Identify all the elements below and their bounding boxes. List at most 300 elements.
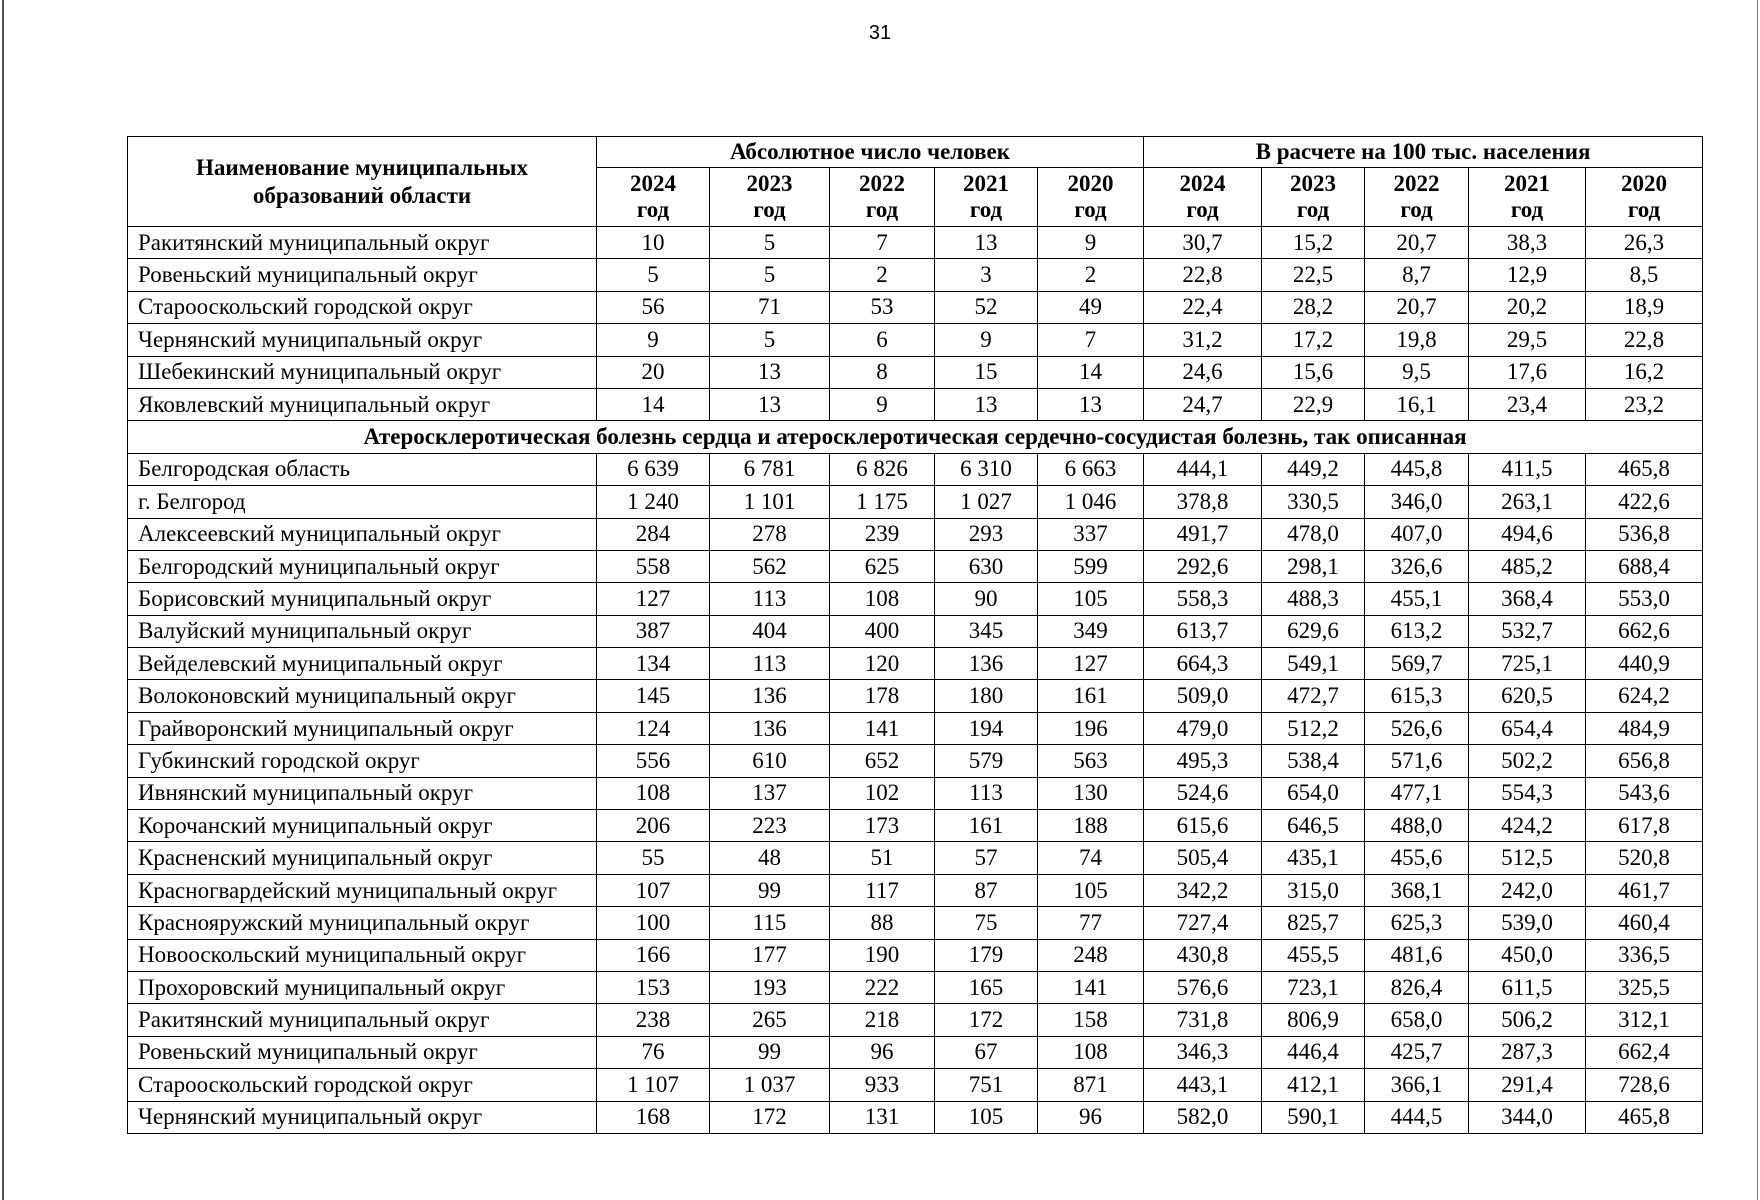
value-cell: 411,5: [1469, 453, 1586, 485]
value-cell: 6 663: [1038, 453, 1144, 485]
value-cell: 23,4: [1469, 388, 1586, 420]
value-cell: 13: [935, 388, 1038, 420]
value-cell: 6 310: [935, 453, 1038, 485]
value-cell: 9: [830, 388, 935, 420]
year-value: 2020: [1621, 171, 1667, 196]
value-cell: 443,1: [1144, 1069, 1262, 1101]
value-cell: 344,0: [1469, 1101, 1586, 1133]
value-cell: 161: [1038, 680, 1144, 712]
value-cell: 107: [597, 874, 710, 906]
value-cell: 412,1: [1262, 1069, 1365, 1101]
value-cell: 613,7: [1144, 615, 1262, 647]
value-cell: 108: [1038, 1036, 1144, 1068]
value-cell: 620,5: [1469, 680, 1586, 712]
value-cell: 806,9: [1262, 1004, 1365, 1036]
value-cell: 465,8: [1586, 1101, 1703, 1133]
year-unit: год: [1400, 197, 1433, 222]
value-cell: 22,8: [1586, 324, 1703, 356]
row-name-cell: Алексеевский муниципальный округ: [128, 518, 597, 550]
value-cell: 723,1: [1262, 971, 1365, 1003]
value-cell: 13: [710, 388, 830, 420]
value-cell: 460,4: [1586, 907, 1703, 939]
value-cell: 562: [710, 550, 830, 582]
value-cell: 76: [597, 1036, 710, 1068]
value-cell: 455,1: [1365, 583, 1469, 615]
value-cell: 178: [830, 680, 935, 712]
value-cell: 158: [1038, 1004, 1144, 1036]
value-cell: 366,1: [1365, 1069, 1469, 1101]
row-name-cell: Шебекинский муниципальный округ: [128, 356, 597, 388]
table-row: [128, 971, 1703, 1003]
value-cell: 312,1: [1586, 1004, 1703, 1036]
value-cell: 141: [1038, 971, 1144, 1003]
value-cell: 751: [935, 1069, 1038, 1101]
value-cell: 617,8: [1586, 810, 1703, 842]
value-cell: 193: [710, 971, 830, 1003]
row-name-cell: Краснояружский муниципальный округ: [128, 907, 597, 939]
value-cell: 3: [935, 259, 1038, 291]
value-cell: 166: [597, 939, 710, 971]
year-unit: год: [969, 197, 1003, 222]
year-header: [597, 168, 710, 227]
value-cell: 400: [830, 615, 935, 647]
column-group-absolute: Абсолютное число человек: [597, 137, 1144, 168]
year-unit: год: [1510, 197, 1544, 222]
value-cell: 292,6: [1144, 550, 1262, 582]
table-row: [128, 324, 1703, 356]
value-cell: 576,6: [1144, 971, 1262, 1003]
value-cell: 96: [1038, 1101, 1144, 1133]
value-cell: 24,6: [1144, 356, 1262, 388]
value-cell: 346,3: [1144, 1036, 1262, 1068]
value-cell: 556: [597, 745, 710, 777]
value-cell: 8,5: [1586, 259, 1703, 291]
value-cell: 536,8: [1586, 518, 1703, 550]
table-row: [128, 842, 1703, 874]
value-cell: 485,2: [1469, 550, 1586, 582]
value-cell: 10: [597, 227, 710, 259]
value-cell: 461,7: [1586, 874, 1703, 906]
row-name-cell: Борисовский муниципальный округ: [128, 583, 597, 615]
table-row: [128, 1004, 1703, 1036]
value-cell: 90: [935, 583, 1038, 615]
value-cell: 77: [1038, 907, 1144, 939]
value-cell: 6 826: [830, 453, 935, 485]
value-cell: 407,0: [1365, 518, 1469, 550]
value-cell: 8: [830, 356, 935, 388]
value-cell: 539,0: [1469, 907, 1586, 939]
value-cell: 563: [1038, 745, 1144, 777]
value-cell: 136: [710, 712, 830, 744]
row-name-cell: Новооскольский муниципальный округ: [128, 939, 597, 971]
value-cell: 5: [597, 259, 710, 291]
value-cell: 71: [710, 291, 830, 323]
value-cell: 579: [935, 745, 1038, 777]
value-cell: 55: [597, 842, 710, 874]
row-name-cell: Ракитянский муниципальный округ: [128, 227, 597, 259]
page-number: 31: [868, 22, 892, 44]
value-cell: 74: [1038, 842, 1144, 874]
value-cell: 242,0: [1469, 874, 1586, 906]
value-cell: 553,0: [1586, 583, 1703, 615]
value-cell: 153: [597, 971, 710, 1003]
value-cell: 624,2: [1586, 680, 1703, 712]
row-name-cell: Валуйский муниципальный округ: [128, 615, 597, 647]
value-cell: 108: [830, 583, 935, 615]
value-cell: 14: [1038, 356, 1144, 388]
value-cell: 113: [935, 777, 1038, 809]
value-cell: 14: [597, 388, 710, 420]
year-header: [1586, 168, 1703, 227]
value-cell: 141: [830, 712, 935, 744]
value-cell: 526,6: [1365, 712, 1469, 744]
value-cell: 590,1: [1262, 1101, 1365, 1133]
value-cell: 117: [830, 874, 935, 906]
value-cell: 654,4: [1469, 712, 1586, 744]
column-group-rate: В расчете на 100 тыс. населения: [1144, 137, 1703, 168]
value-cell: 7: [830, 227, 935, 259]
value-cell: 16,1: [1365, 388, 1469, 420]
value-cell: 455,6: [1365, 842, 1469, 874]
value-cell: 599: [1038, 550, 1144, 582]
value-cell: 2: [1038, 259, 1144, 291]
value-cell: 662,6: [1586, 615, 1703, 647]
value-cell: 105: [1038, 874, 1144, 906]
row-name-cell: Губкинский городской округ: [128, 745, 597, 777]
value-cell: 488,3: [1262, 583, 1365, 615]
table-row: [128, 939, 1703, 971]
value-cell: 424,2: [1469, 810, 1586, 842]
value-cell: 23,2: [1586, 388, 1703, 420]
value-cell: 615,3: [1365, 680, 1469, 712]
value-cell: 130: [1038, 777, 1144, 809]
value-cell: 20,2: [1469, 291, 1586, 323]
table-row: [128, 583, 1703, 615]
value-cell: 325,5: [1586, 971, 1703, 1003]
value-cell: 99: [710, 1036, 830, 1068]
year-unit: год: [1186, 197, 1219, 222]
value-cell: 120: [830, 648, 935, 680]
value-cell: 115: [710, 907, 830, 939]
value-cell: 728,6: [1586, 1069, 1703, 1101]
value-cell: 96: [830, 1036, 935, 1068]
value-cell: 137: [710, 777, 830, 809]
row-name-cell: Корочанский муниципальный округ: [128, 810, 597, 842]
value-cell: 494,6: [1469, 518, 1586, 550]
value-cell: 342,2: [1144, 874, 1262, 906]
row-name-cell: Волоконовский муниципальный округ: [128, 680, 597, 712]
table-row: [128, 550, 1703, 582]
value-cell: 1 027: [935, 486, 1038, 518]
value-cell: 57: [935, 842, 1038, 874]
value-cell: 444,5: [1365, 1101, 1469, 1133]
value-cell: 278: [710, 518, 830, 550]
column-header-name: Наименование муниципальных образований области: [128, 137, 597, 227]
row-name-cell: Старооскольский городской округ: [128, 1069, 597, 1101]
value-cell: 22,5: [1262, 259, 1365, 291]
value-cell: 136: [710, 680, 830, 712]
value-cell: 1 037: [710, 1069, 830, 1101]
value-cell: 29,5: [1469, 324, 1586, 356]
value-cell: 349: [1038, 615, 1144, 647]
value-cell: 1 175: [830, 486, 935, 518]
value-cell: 298,1: [1262, 550, 1365, 582]
value-cell: 422,6: [1586, 486, 1703, 518]
value-cell: 26,3: [1586, 227, 1703, 259]
value-cell: 20: [597, 356, 710, 388]
value-cell: 13: [935, 227, 1038, 259]
table-row: [128, 712, 1703, 744]
table-row: [128, 615, 1703, 647]
value-cell: 615,6: [1144, 810, 1262, 842]
value-cell: 222: [830, 971, 935, 1003]
year-header: [710, 168, 830, 227]
value-cell: 629,6: [1262, 615, 1365, 647]
year-header: [1038, 168, 1144, 227]
value-cell: 238: [597, 1004, 710, 1036]
value-cell: 662,4: [1586, 1036, 1703, 1068]
value-cell: 378,8: [1144, 486, 1262, 518]
value-cell: 56: [597, 291, 710, 323]
section-row: [128, 421, 1703, 453]
value-cell: 13: [1038, 388, 1144, 420]
value-cell: 933: [830, 1069, 935, 1101]
value-cell: 6: [830, 324, 935, 356]
year-unit: год: [865, 197, 899, 222]
value-cell: 368,1: [1365, 874, 1469, 906]
value-cell: 190: [830, 939, 935, 971]
value-cell: 625,3: [1365, 907, 1469, 939]
value-cell: 825,7: [1262, 907, 1365, 939]
value-cell: 31,2: [1144, 324, 1262, 356]
year-header: [1365, 168, 1469, 227]
value-cell: 315,0: [1262, 874, 1365, 906]
value-cell: 524,6: [1144, 777, 1262, 809]
value-cell: 188: [1038, 810, 1144, 842]
value-cell: 727,4: [1144, 907, 1262, 939]
value-cell: 134: [597, 648, 710, 680]
table-row: [128, 1069, 1703, 1101]
value-cell: 569,7: [1365, 648, 1469, 680]
value-cell: 658,0: [1365, 1004, 1469, 1036]
value-cell: 582,0: [1144, 1101, 1262, 1133]
table-row: [128, 1101, 1703, 1133]
value-cell: 75: [935, 907, 1038, 939]
value-cell: 512,2: [1262, 712, 1365, 744]
value-cell: 53: [830, 291, 935, 323]
value-cell: 445,8: [1365, 453, 1469, 485]
year-value: 2022: [859, 171, 905, 196]
value-cell: 291,4: [1469, 1069, 1586, 1101]
row-name-cell: Ровеньский муниципальный округ: [128, 259, 597, 291]
value-cell: 5: [710, 227, 830, 259]
value-cell: 656,8: [1586, 745, 1703, 777]
value-cell: 9: [597, 324, 710, 356]
year-value: 2020: [1067, 171, 1114, 196]
value-cell: 87: [935, 874, 1038, 906]
value-cell: 330,5: [1262, 486, 1365, 518]
value-cell: 509,0: [1144, 680, 1262, 712]
value-cell: 1 107: [597, 1069, 710, 1101]
year-unit: год: [1627, 197, 1661, 222]
year-header: [1262, 168, 1365, 227]
value-cell: 449,2: [1262, 453, 1365, 485]
value-cell: 17,6: [1469, 356, 1586, 388]
value-cell: 105: [935, 1101, 1038, 1133]
value-cell: 538,4: [1262, 745, 1365, 777]
value-cell: 113: [710, 583, 830, 615]
value-cell: 610: [710, 745, 830, 777]
value-cell: 9: [1038, 227, 1144, 259]
value-cell: 51: [830, 842, 935, 874]
year-header: [935, 168, 1038, 227]
value-cell: 165: [935, 971, 1038, 1003]
value-cell: 102: [830, 777, 935, 809]
value-cell: 630: [935, 550, 1038, 582]
value-cell: 239: [830, 518, 935, 550]
table-row: [128, 874, 1703, 906]
value-cell: 491,7: [1144, 518, 1262, 550]
value-cell: 30,7: [1144, 227, 1262, 259]
section-title: Атеросклеротическая болезнь сердца и атеросклеротическая сердечно-сосудистая болезнь, так описанная: [128, 421, 1703, 453]
row-name-cell: г. Белгород: [128, 486, 597, 518]
value-cell: 336,5: [1586, 939, 1703, 971]
year-unit: год: [1296, 197, 1330, 222]
value-cell: 725,1: [1469, 648, 1586, 680]
value-cell: 206: [597, 810, 710, 842]
section-block: [128, 421, 1703, 453]
value-cell: 48: [710, 842, 830, 874]
value-cell: 654,0: [1262, 777, 1365, 809]
row-name-cell: Вейделевский муниципальный округ: [128, 648, 597, 680]
value-cell: 287,3: [1469, 1036, 1586, 1068]
row-name-cell: Белгородский муниципальный округ: [128, 550, 597, 582]
value-cell: 495,3: [1144, 745, 1262, 777]
value-cell: 20,7: [1365, 291, 1469, 323]
value-cell: 15: [935, 356, 1038, 388]
table-body-section: [128, 453, 1703, 1133]
value-cell: 430,8: [1144, 939, 1262, 971]
value-cell: 387: [597, 615, 710, 647]
value-cell: 9,5: [1365, 356, 1469, 388]
value-cell: 611,5: [1469, 971, 1586, 1003]
value-cell: 9: [935, 324, 1038, 356]
value-cell: 5: [710, 259, 830, 291]
value-cell: 646,5: [1262, 810, 1365, 842]
value-cell: 477,1: [1365, 777, 1469, 809]
value-cell: 688,4: [1586, 550, 1703, 582]
year-unit: год: [1074, 197, 1107, 222]
table-row: [128, 907, 1703, 939]
value-cell: 161: [935, 810, 1038, 842]
year-value: 2021: [963, 171, 1009, 196]
value-cell: 6 781: [710, 453, 830, 485]
value-cell: 450,0: [1469, 939, 1586, 971]
row-name-cell: Чернянский муниципальный округ: [128, 324, 597, 356]
table-row: [128, 227, 1703, 259]
value-cell: 871: [1038, 1069, 1144, 1101]
value-cell: 484,9: [1586, 712, 1703, 744]
value-cell: 455,5: [1262, 939, 1365, 971]
value-cell: 479,0: [1144, 712, 1262, 744]
value-cell: 425,7: [1365, 1036, 1469, 1068]
table-row: [128, 648, 1703, 680]
value-cell: 481,6: [1365, 939, 1469, 971]
year-header: [1469, 168, 1586, 227]
page-edge-right: [1757, 0, 1758, 1200]
value-cell: 22,8: [1144, 259, 1262, 291]
value-cell: 168: [597, 1101, 710, 1133]
value-cell: 263,1: [1469, 486, 1586, 518]
value-cell: 17,2: [1262, 324, 1365, 356]
value-cell: 145: [597, 680, 710, 712]
table-row: [128, 810, 1703, 842]
value-cell: 100: [597, 907, 710, 939]
year-value: 2023: [1290, 171, 1336, 196]
row-name-cell: Яковлевский муниципальный округ: [128, 388, 597, 420]
value-cell: 173: [830, 810, 935, 842]
value-cell: 13: [710, 356, 830, 388]
value-cell: 502,2: [1469, 745, 1586, 777]
value-cell: 179: [935, 939, 1038, 971]
value-cell: 625: [830, 550, 935, 582]
value-cell: 440,9: [1586, 648, 1703, 680]
value-cell: 404: [710, 615, 830, 647]
page-edge-left: [2, 0, 4, 1200]
value-cell: 223: [710, 810, 830, 842]
row-name-cell: Прохоровский муниципальный округ: [128, 971, 597, 1003]
value-cell: 16,2: [1586, 356, 1703, 388]
value-cell: 652: [830, 745, 935, 777]
value-cell: 558,3: [1144, 583, 1262, 615]
table-row: [128, 680, 1703, 712]
value-cell: 177: [710, 939, 830, 971]
row-name-cell: Старооскольский городской округ: [128, 291, 597, 323]
value-cell: 337: [1038, 518, 1144, 550]
row-name-cell: Чернянский муниципальный округ: [128, 1101, 597, 1133]
value-cell: 88: [830, 907, 935, 939]
value-cell: 15,6: [1262, 356, 1365, 388]
row-name-cell: Ивнянский муниципальный округ: [128, 777, 597, 809]
table-row: [128, 291, 1703, 323]
value-cell: 20,7: [1365, 227, 1469, 259]
table-row: [128, 356, 1703, 388]
value-cell: 478,0: [1262, 518, 1365, 550]
value-cell: 218: [830, 1004, 935, 1036]
value-cell: 38,3: [1469, 227, 1586, 259]
table-row: [128, 777, 1703, 809]
value-cell: 248: [1038, 939, 1144, 971]
value-cell: 558: [597, 550, 710, 582]
value-cell: 108: [597, 777, 710, 809]
value-cell: 505,4: [1144, 842, 1262, 874]
table-row: [128, 388, 1703, 420]
value-cell: 6 639: [597, 453, 710, 485]
value-cell: 49: [1038, 291, 1144, 323]
value-cell: 127: [1038, 648, 1144, 680]
value-cell: 554,3: [1469, 777, 1586, 809]
value-cell: 22,4: [1144, 291, 1262, 323]
value-cell: 488,0: [1365, 810, 1469, 842]
year-value: 2024: [630, 171, 676, 196]
value-cell: 99: [710, 874, 830, 906]
value-cell: 124: [597, 712, 710, 744]
row-name-cell: Ракитянский муниципальный округ: [128, 1004, 597, 1036]
table-row: [128, 453, 1703, 485]
row-name-cell: Красненский муниципальный округ: [128, 842, 597, 874]
value-cell: 172: [935, 1004, 1038, 1036]
year-value: 2024: [1179, 171, 1226, 196]
